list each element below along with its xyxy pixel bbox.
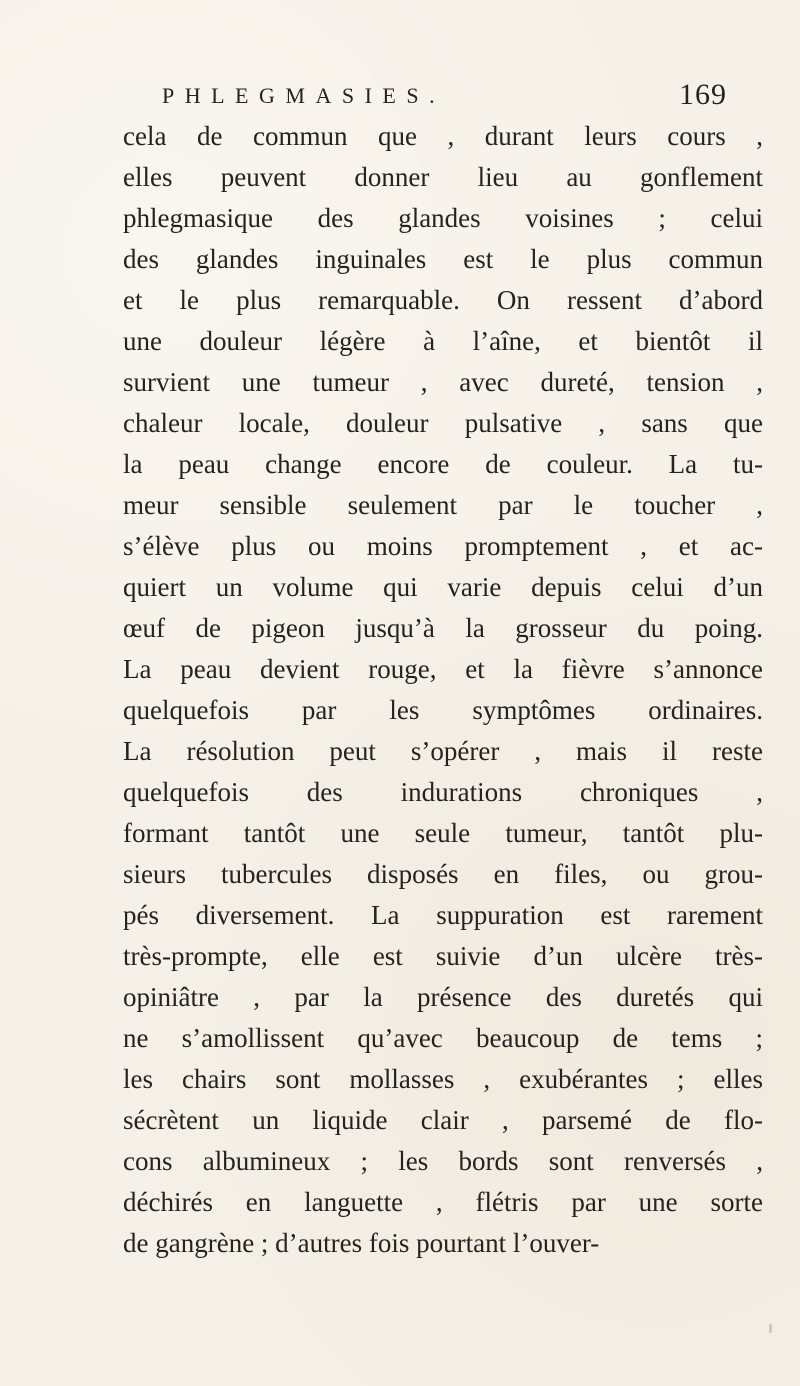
- text-line: opiniâtre , par la présence des duretés qui: [123, 982, 763, 1012]
- text-line: quelquefois des indurations chroniques ,: [123, 777, 763, 807]
- paper-speck: [769, 1324, 772, 1333]
- text-line: une douleur légère à l’aîne, et bientôt il: [123, 326, 763, 356]
- text-line: les chairs sont mollasses , exubérantes ; elles: [123, 1064, 763, 1094]
- text-line: La résolution peut s’opérer , mais il reste: [123, 736, 763, 766]
- text-line: La peau devient rouge, et la fièvre s’annonce: [123, 654, 763, 684]
- text-line: quelquefois par les symptômes ordinaires.: [123, 695, 763, 725]
- page-number: 169: [679, 78, 727, 111]
- text-line: cons albumineux ; les bords sont renversés ,: [123, 1146, 763, 1176]
- text-line: sécrètent un liquide clair , parsemé de flo-: [123, 1105, 763, 1135]
- text-line: cela de commun que , durant leurs cours ,: [123, 121, 763, 151]
- text-line: chaleur locale, douleur pulsative , sans que: [123, 408, 763, 438]
- text-line: pés diversement. La suppuration est rarement: [123, 900, 763, 930]
- text-line: phlegmasique des glandes voisines ; celui: [123, 203, 763, 233]
- text-line: ne s’amollissent qu’avec beaucoup de tems ;: [123, 1023, 763, 1053]
- text-line: meur sensible seulement par le toucher ,: [123, 490, 763, 520]
- text-line: très-prompte, elle est suivie d’un ulcère très-: [123, 941, 763, 971]
- text-line: des glandes inguinales est le plus commun: [123, 244, 763, 274]
- text-line: elles peuvent donner lieu au gonflement: [123, 162, 763, 192]
- text-line: la peau change encore de couleur. La tu-: [123, 449, 763, 479]
- text-line: s’élève plus ou moins promptement , et ac-: [123, 531, 763, 561]
- body-text: [123, 116, 763, 1264]
- text-line: de gangrène ; d’autres fois pourtant l’ouver-: [123, 1228, 600, 1258]
- text-line: formant tantôt une seule tumeur, tantôt plu-: [123, 818, 763, 848]
- text-line: et le plus remarquable. On ressent d’abord: [123, 285, 763, 315]
- text-line: déchirés en languette , flétris par une sorte: [123, 1187, 763, 1217]
- text-line: quiert un volume qui varie depuis celui d’un: [123, 572, 763, 602]
- running-title: PHLEGMASIES.: [162, 83, 446, 108]
- text-line: sieurs tubercules disposés en files, ou grou-: [123, 859, 763, 889]
- text-line: œuf de pigeon jusqu’à la grosseur du poing.: [123, 613, 763, 643]
- text-line: survient une tumeur , avec dureté, tension ,: [123, 367, 763, 397]
